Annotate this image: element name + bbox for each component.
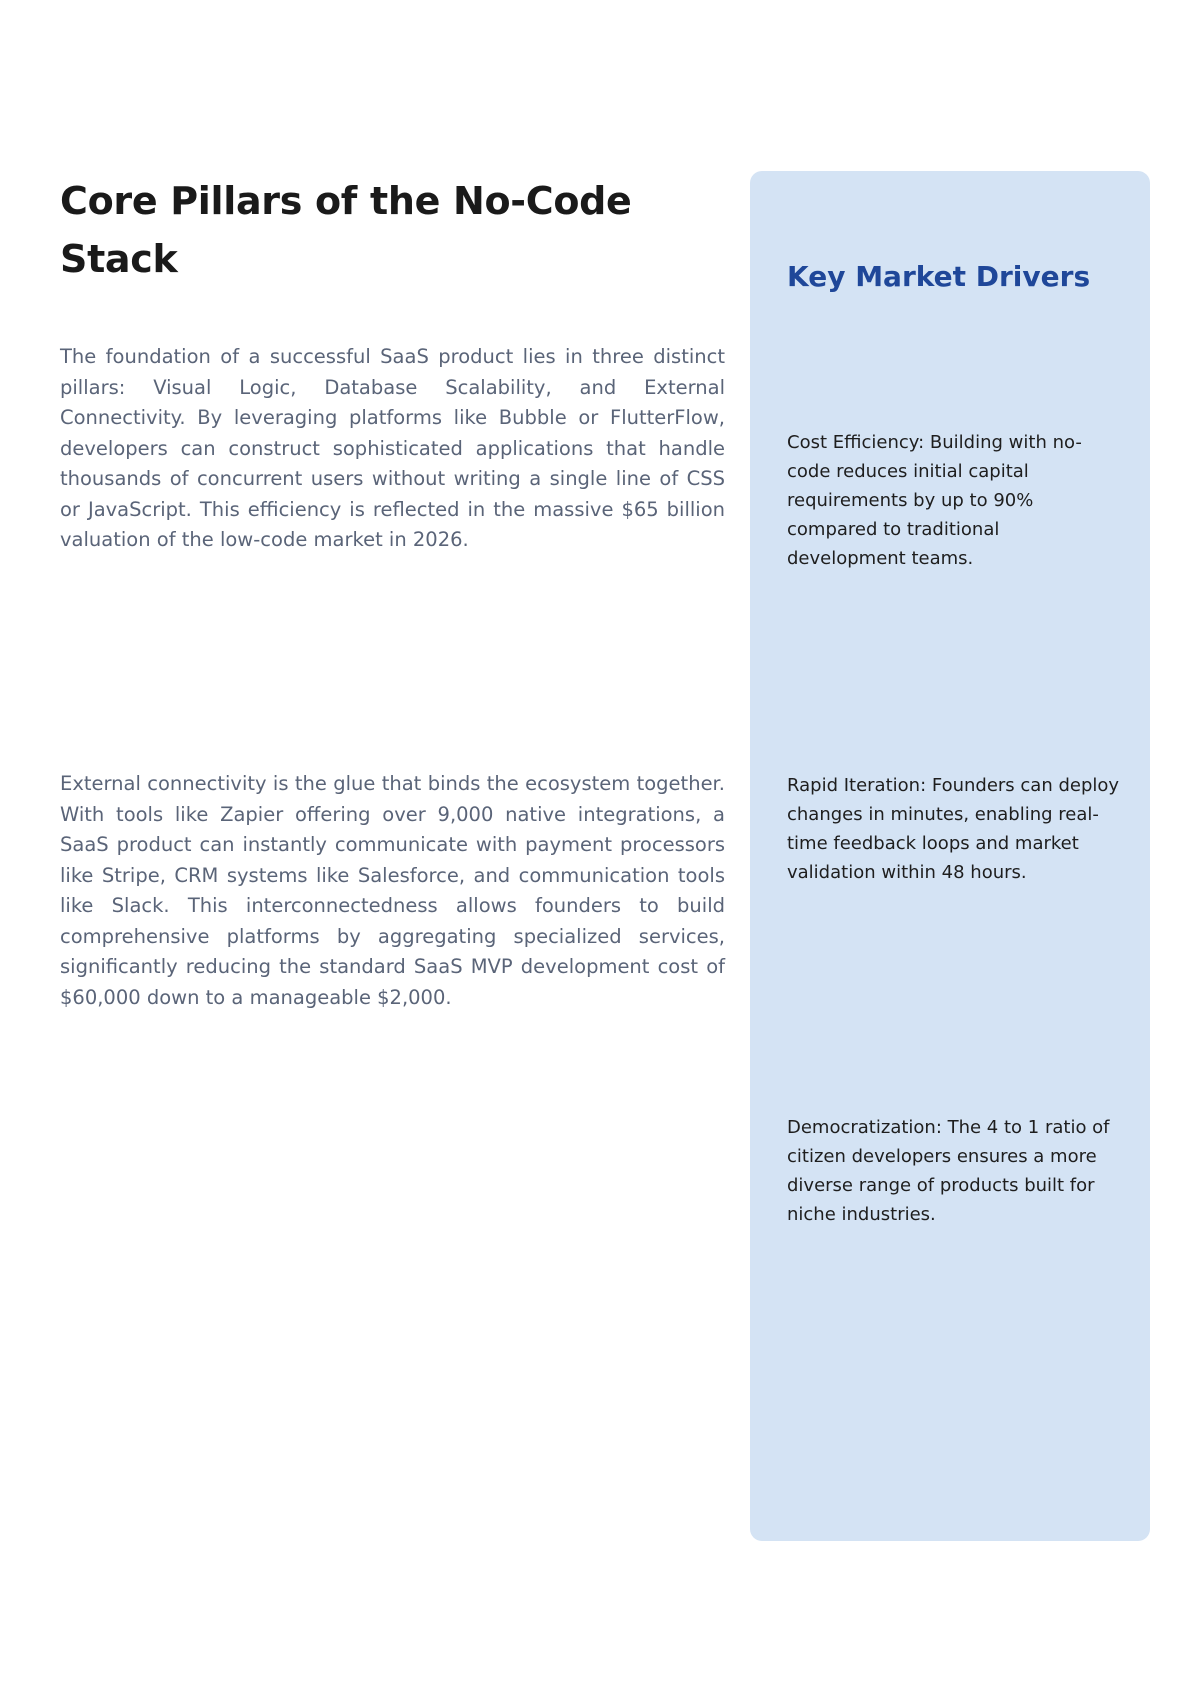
driver-democratization: Democratization: The 4 to 1 ratio of citizen developers ensures a more diverse range of products built for niche industries. bbox=[787, 1117, 1110, 1225]
driver-rapid-iteration: Rapid Iteration: Founders can deploy changes in minutes, enabling real-time feedback loops and market validation within 48 hours. bbox=[787, 775, 1120, 883]
sidebar-title: Key Market Drivers bbox=[787, 260, 1091, 293]
page-title: Core Pillars of the No-Code Stack bbox=[60, 179, 632, 281]
body-paragraph-stack-pillars: The foundation of a successful SaaS product lies in three distinct pillars: Visual Logic, Database Scalability, and External Connectivity. By leveraging platforms like Bubble or FlutterFlow, developers can construct sophisticated applications that handle thousands of concurrent users without writing a single line of CSS or JavaScript. This efficiency is reflected in the massive $65 billion valuation of the low-code market in 2026. bbox=[60, 345, 725, 551]
key-market-drivers-sidebar bbox=[750, 171, 1150, 1541]
driver-cost-efficiency: Cost Efficiency: Building with no-code reduces initial capital requirements by up to 90% compared to traditional development teams. bbox=[787, 432, 1082, 569]
body-paragraph-connectivity: External connectivity is the glue that binds the ecosystem together. With tools like Zapier offering over 9,000 native integrations, a SaaS product can instantly communicate with payment processors like Stripe, CRM systems like Salesforce, and communication tools like Slack. This interconnectedness allows founders to build comprehensive platforms by aggregating specialized services, significantly reducing the standard SaaS MVP development cost of $60,000 down to a manageable $2,000. bbox=[60, 772, 725, 1009]
